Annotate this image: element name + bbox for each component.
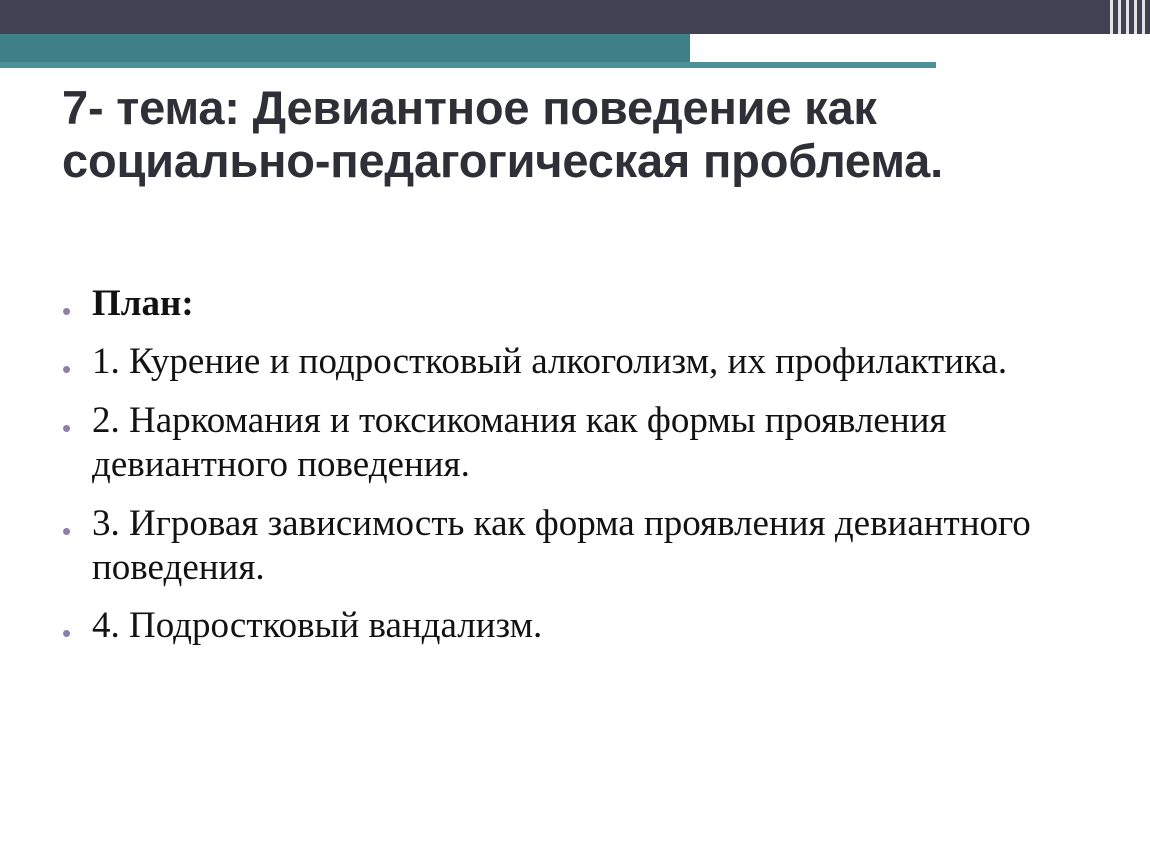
list-item-label: План: <box>92 283 194 324</box>
list-item <box>62 399 1092 488</box>
bullet-icon: • <box>62 296 72 326</box>
list-item-label: 2. Наркомания и токсикомания как формы проявления девиантного поведения. <box>92 399 947 486</box>
bullet-icon: • <box>62 618 72 649</box>
list-item-label: 4. Подростковый вандализм. <box>92 605 543 647</box>
list-item <box>62 604 1092 648</box>
list-item-label: 1. Курение и подростковый алкоголизм, их профилактика. <box>92 341 1008 383</box>
header-band-teal-underline <box>0 62 936 68</box>
list-item <box>62 502 1092 591</box>
list-item <box>62 282 1092 326</box>
header-band-dark <box>0 0 1150 34</box>
corner-stripes-decoration <box>1110 0 1150 68</box>
list-item <box>62 340 1092 384</box>
list-item-label: 3. Игровая зависимость как форма проявления девиантного поведения. <box>92 502 1031 588</box>
slide-body-list <box>62 282 1092 663</box>
bullet-icon: • <box>62 515 72 546</box>
bullet-icon: • <box>62 412 72 443</box>
slide-title: 7- тема: Девиантное поведение как социально-педагогическая проблема. <box>62 81 943 187</box>
bullet-icon: • <box>62 354 72 385</box>
header-band-teal <box>0 34 690 62</box>
header-band-teal-gap <box>690 34 1070 62</box>
